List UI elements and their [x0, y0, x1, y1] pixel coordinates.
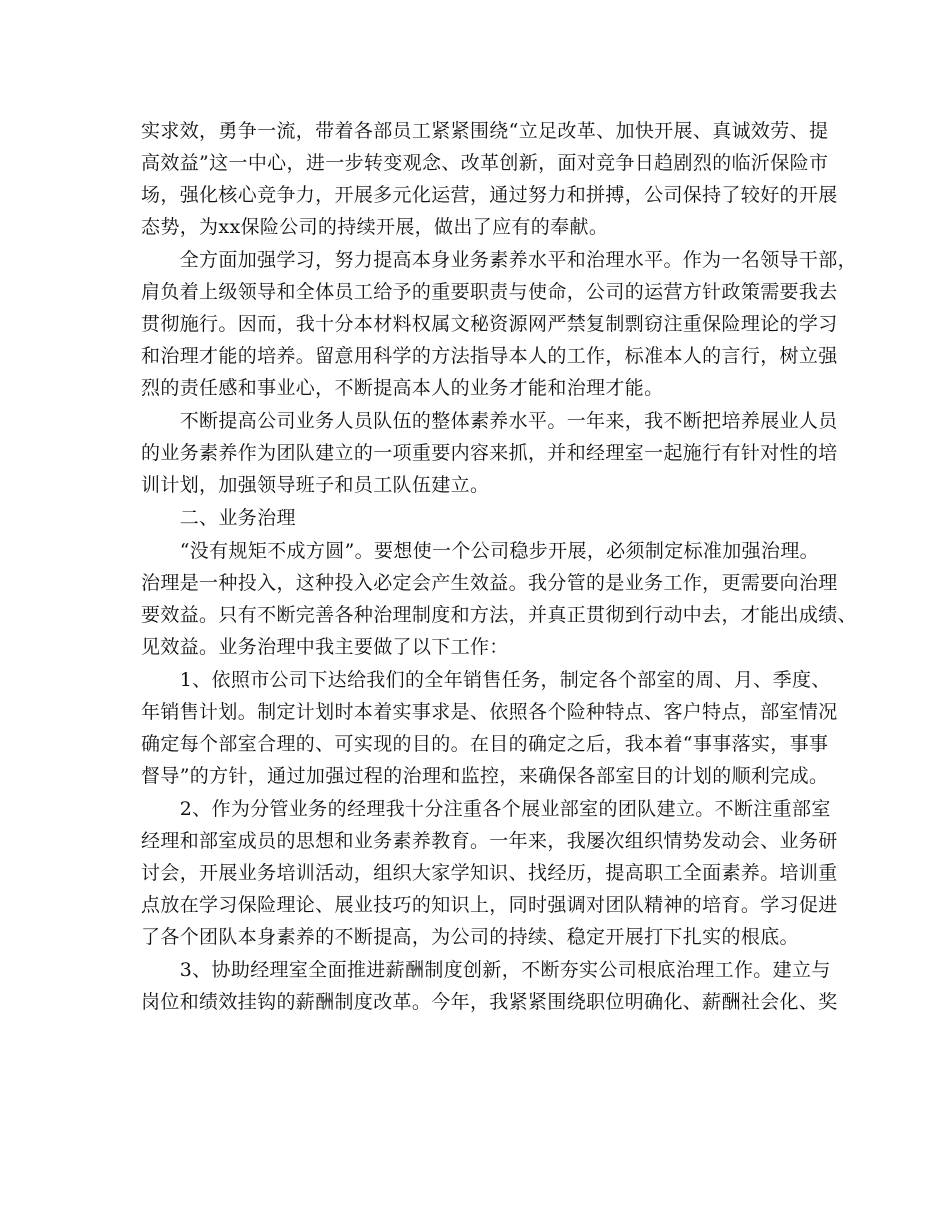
text-line: 见效益。业务治理中我主要做了以下工作：	[141, 636, 509, 658]
text-line: 的业务素养作为团队建立的一项重要内容来抓，并和经理室一起施行有针对性的培	[141, 442, 838, 464]
text-line: “没有规矩不成方圆”。要想使一个公司稳步开展，必须制定标准加强治理。	[141, 540, 820, 562]
text-line: 贯彻施行。因而，我十分本材料权属文秘资源网严禁复制剽窃注重保险理论的学习	[141, 313, 838, 335]
text-line: 2、作为分管业务的经理我十分注重各个展业部室的团队建立。不断注重部室	[141, 798, 831, 820]
text-line: 全方面加强学习，努力提高本身业务素养水平和治理水平。作为一名领导干部，	[141, 249, 857, 271]
text-line: 肩负着上级领导和全体员工给予的重要职责与使命，公司的运营方针政策需要我去	[141, 281, 838, 303]
text-line: 3、协助经理室全面推进薪酬制度创新，不断夯实公司根底治理工作。建立与	[141, 959, 831, 981]
document-body	[141, 115, 857, 1018]
text-line: 岗位和绩效挂钩的薪酬制度改革。今年，我紧紧围绕职位明确化、薪酬社会化、奖	[141, 991, 838, 1013]
text-line: 年销售计划。制定计划时本着实事求是、依照各个险种特点、客户特点，部室情况	[141, 701, 838, 723]
text-line: 要效益。只有不断完善各种治理制度和方法，并真正贯彻到行动中去，才能出成绩、	[141, 604, 857, 626]
text-line: 和治理才能的培养。留意用科学的方法指导本人的工作，标准本人的言行，树立强	[141, 345, 838, 367]
text-line: 确定每个部室合理的、可实现的目的。在目的确定之后，我本着“事事落实，事事	[141, 733, 829, 755]
text-line: 督导”的方针，通过加强过程的治理和监控，来确保各部室目的计划的顺利完成。	[141, 765, 829, 787]
text-line: 态势，为xx保险公司的持续开展，做出了应有的奉献。	[141, 216, 609, 238]
paragraph	[141, 793, 838, 953]
text-line: 高效益”这一中心，进一步转变观念、改革创新，面对竞争日趋剧烈的临沂保险市	[141, 152, 829, 174]
paragraph	[141, 954, 838, 1018]
text-line: 治理是一种投入，这种投入必定会产生效益。我分管的是业务工作，更需要向治理	[141, 572, 838, 594]
text-line: 了各个团队本身素养的不断提高，为公司的持续、稳定开展打下扎实的根底。	[141, 926, 799, 948]
text-line: 场，强化核心竞争力，开展多元化运营，通过努力和拼搏，公司保持了较好的开展	[141, 184, 838, 206]
text-line: 讨会，开展业务培训活动，组织大家学知识、找经历，提高职工全面素养。培训重	[141, 862, 838, 884]
text-line: 不断提高公司业务人员队伍的整体素养水平。一年来，我不断把培养展业人员	[141, 410, 838, 432]
section-heading	[141, 502, 813, 534]
paragraph	[141, 535, 857, 663]
paragraph	[141, 115, 838, 243]
text-line: 烈的责任感和事业心，不断提高本人的业务才能和治理才能。	[141, 377, 664, 399]
text-line: 二、业务治理	[141, 507, 296, 529]
text-line: 点放在学习保险理论、展业技巧的知识上，同时强调对团队精神的培育。学习促进	[141, 894, 838, 916]
paragraph	[141, 664, 838, 792]
paragraph	[141, 405, 838, 501]
paragraph	[141, 244, 857, 404]
text-line: 实求效，勇争一流，带着各部员工紧紧围绕“立足改革、加快开展、真诚效劳、提	[141, 120, 829, 142]
text-line: 经理和部室成员的思想和业务素养教育。一年来，我屡次组织情势发动会、业务研	[141, 830, 838, 852]
text-line: 训计划，加强领导班子和员工队伍建立。	[141, 474, 490, 496]
text-line: 1、依照市公司下达给我们的全年销售任务，制定各个部室的周、月、季度、	[141, 669, 831, 691]
